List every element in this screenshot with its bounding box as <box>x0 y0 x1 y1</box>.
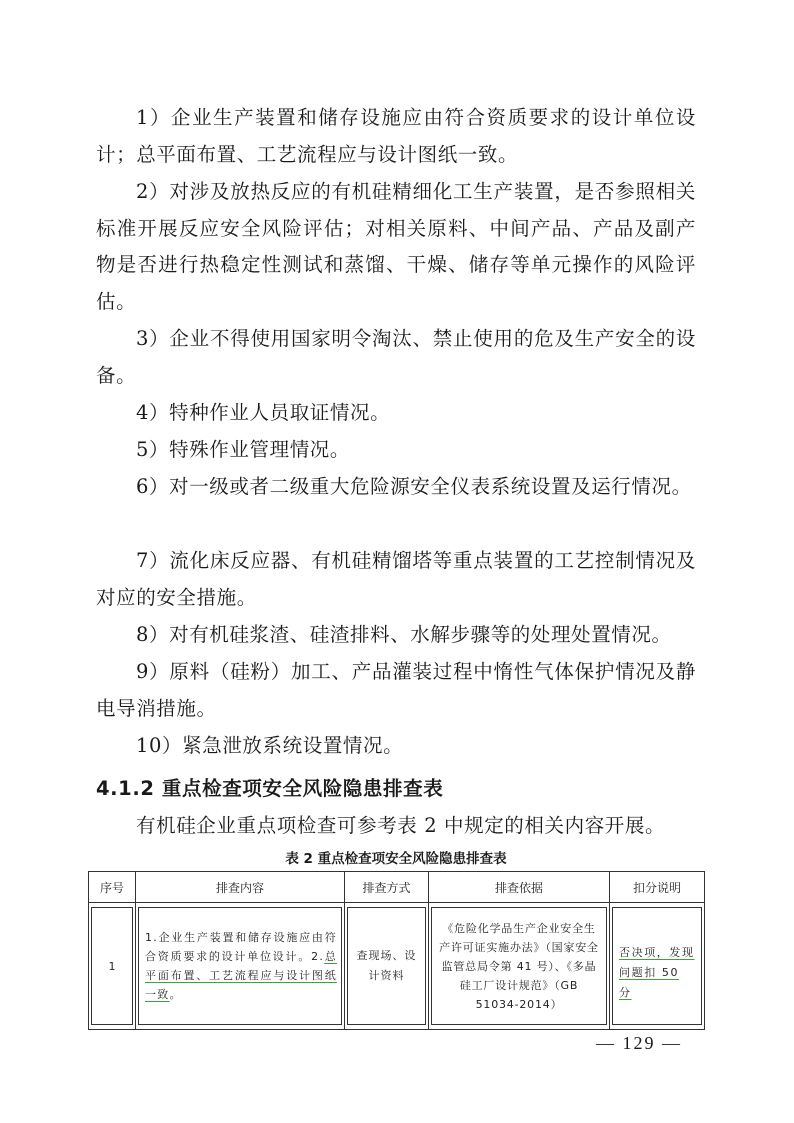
inspection-table <box>88 871 705 1030</box>
table-caption: 表 2 重点检查项安全风险隐患排查表 <box>285 851 507 867</box>
intro-paragraph: 有机硅企业重点项检查可参考表 2 中规定的相关内容开展。 <box>136 814 666 837</box>
table-row <box>89 903 705 1030</box>
table-header-row <box>89 872 705 903</box>
underlined-text: 否决项，发现问题扣 50 分 <box>619 946 695 999</box>
paragraph: 5）特殊作业管理情况。 <box>136 438 351 461</box>
header-serial-no: 序号 <box>89 872 136 903</box>
paragraph: 1）企业生产装置和储存设施应由符合资质要求的设计单位设计；总平面布置、工艺流程应与设计图纸一致。 <box>96 106 696 166</box>
paragraph: 2）对涉及放热反应的有机硅精细化工生产装置，是否参照相关标准开展反应安全风险评估；对相关原料、中间产品、产品及副产物是否进行热稳定性测试和蒸馏、干燥、储存等单元操作的风险评估。 <box>96 180 696 313</box>
section-heading: 4.1.2 重点检查项安全风险隐患排查表 <box>96 777 444 800</box>
paragraph: 8）对有机硅浆渣、硅渣排料、水解步骤等的处理处置情况。 <box>136 623 672 646</box>
paragraph: 3）企业不得使用国家明令淘汰、禁止使用的危及生产安全的设备。 <box>96 327 696 387</box>
header-deduction-note: 扣分说明 <box>610 872 705 903</box>
underlined-text: 总平面布置、工艺流程应与设计图纸一致 <box>145 950 337 1001</box>
paragraph: 9）原料（硅粉）加工、产品灌装过程中惰性气体保护情况及静电导消措施。 <box>96 660 696 720</box>
paragraph: 4）特种作业人员取证情况。 <box>136 401 391 424</box>
header-check-basis: 排查依据 <box>429 872 610 903</box>
cell-serial-no: 1 <box>89 903 136 1030</box>
paragraph: 10）紧急泄放系统设置情况。 <box>136 734 404 757</box>
page-number: — 129 — <box>596 1033 682 1053</box>
text-run: 2. <box>311 950 325 963</box>
cell-check-basis: 《危险化学品生产企业安全生产许可证实施办法》（国家安全监管总局令第 41 号）、《多晶硅工厂设计规范》（GB 51034-2014） <box>429 903 610 1030</box>
cell-check-content <box>136 903 345 1030</box>
cell-deduction-note <box>610 903 705 1030</box>
paragraph: 7）流化床反应器、有机硅精馏塔等重点装置的工艺控制情况及对应的安全措施。 <box>96 549 696 609</box>
header-check-method: 排查方式 <box>345 872 429 903</box>
header-check-content: 排查内容 <box>136 872 345 903</box>
paragraph: 6）对一级或者二级重大危险源安全仪表系统设置及运行情况。 <box>136 475 692 498</box>
cell-check-method: 查现场、设计资料 <box>345 903 429 1030</box>
text-run: 。 <box>169 988 182 1001</box>
text-run: 1.企业生产装置和储存设施应由符合资质要求的设计单位设计。 <box>145 931 337 963</box>
